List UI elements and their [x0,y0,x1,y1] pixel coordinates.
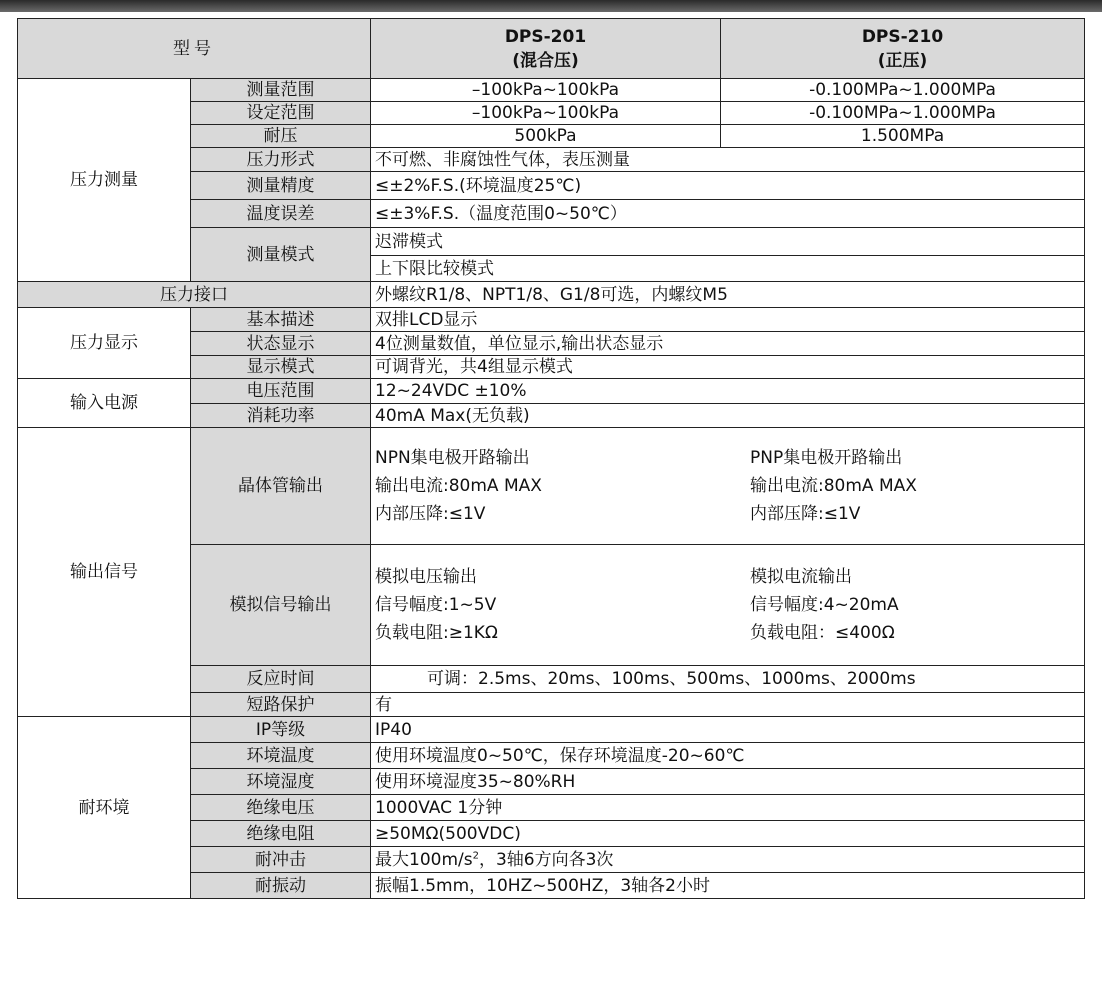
row-label-analog: 模拟信号输出 [191,545,371,666]
table-row [18,428,1085,545]
top-divider-bar [0,0,1102,12]
mode-value-1: 迟滞模式 [371,228,1085,256]
humidity-value: 使用环境湿度35~80%RH [371,769,1085,795]
row-label-range: 测量范围 [191,79,371,102]
transistor-right-line: 输出电流:80mA MAX [750,476,917,496]
table-row [18,717,1085,743]
consumption-value: 40mA Max(无负载) [371,404,1085,428]
display-mode-value: 可调背光，共4组显示模式 [371,356,1085,379]
category-pressure: 压力测量 [18,79,191,282]
category-power: 输入电源 [18,379,191,428]
temp-value: 使用环境温度0~50℃，保存环境温度-20~60℃ [371,743,1085,769]
table-row [18,79,1085,102]
row-label-status: 状态显示 [191,332,371,356]
analog-left-line: 信号幅度:1~5V [375,595,497,615]
status-value: 4位测量数值，单位显示,输出状态显示 [371,332,1085,356]
row-label-consumption: 消耗功率 [191,404,371,428]
row-label-form: 压力形式 [191,148,371,172]
row-label-port: 压力接口 [18,282,371,308]
row-label-insulation-voltage: 绝缘电压 [191,795,371,821]
range-col1: –100kPa~100kPa [371,79,721,102]
ip-value: IP40 [371,717,1085,743]
insulation-resistance-value: ≥50MΩ(500VDC) [371,821,1085,847]
row-label-humidity: 环境湿度 [191,769,371,795]
category-environment: 耐环境 [18,717,191,899]
set-col1: –100kPa~100kPa [371,102,721,125]
shock-value [371,847,1085,873]
model-col2-name: DPS-210 [861,26,944,47]
row-label-vibration: 耐振动 [191,873,371,899]
voltage-value: 12~24VDC ±10% [371,379,1085,404]
row-label-temp-error: 温度误差 [191,200,371,228]
model-col2-header [721,19,1085,79]
basic-value: 双排LCD显示 [371,308,1085,332]
row-label-temp: 环境温度 [191,743,371,769]
transistor-right-line: 内部压降:≤1V [750,504,861,524]
spec-table [17,18,1085,899]
set-col2: -0.100MPa~1.000MPa [721,102,1085,125]
model-col1-name: DPS-201 [504,26,587,47]
analog-left-line: 负载电阻:≥1KΩ [375,623,498,643]
transistor-value [371,428,1085,545]
row-label-insulation-resistance: 绝缘电阻 [191,821,371,847]
analog-value [371,545,1085,666]
mode-value-2: 上下限比较模式 [371,256,1085,282]
row-label-ip: IP等级 [191,717,371,743]
row-label-transistor: 晶体管输出 [191,428,371,545]
row-label-display-mode: 显示模式 [191,356,371,379]
model-col1-type: (混合压) [512,50,579,71]
row-label-basic: 基本描述 [191,308,371,332]
header-row [18,19,1085,79]
row-label-mode: 测量模式 [191,228,371,282]
table-row [18,308,1085,332]
row-label-short: 短路保护 [191,693,371,717]
analog-right-line: 信号幅度:4~20mA [750,595,899,615]
analog-right-line: 负载电阻：≤400Ω [750,623,895,643]
row-label-withstand: 耐压 [191,125,371,148]
short-value: 有 [371,693,1085,717]
table-row [18,379,1085,404]
shock-value-post: ，3轴6方向各3次 [478,849,614,870]
row-label-set: 设定范围 [191,102,371,125]
table-row [18,282,1085,308]
transistor-left-line: NPN集电极开路输出 [375,448,530,468]
category-output: 输出信号 [18,428,191,717]
transistor-right-line: PNP集电极开路输出 [750,448,903,468]
category-display: 压力显示 [18,308,191,379]
row-label-voltage: 电压范围 [191,379,371,404]
insulation-voltage-value: 1000VAC 1分钟 [371,795,1085,821]
analog-left-line: 模拟电压输出 [375,567,477,587]
row-label-response: 反应时间 [191,666,371,693]
transistor-left-line: 输出电流:80mA MAX [375,476,542,496]
port-value: 外螺纹R1/8、NPT1/8、G1/8可选，内螺纹M5 [371,282,1085,308]
model-col1-header [371,19,721,79]
model-col2-type: (正压) [877,50,928,71]
shock-value-sup: 2 [472,849,479,861]
accuracy-value: ≤±2%F.S.(环境温度25℃) [371,172,1085,200]
withstand-col2: 1.500MPa [721,125,1085,148]
withstand-col1: 500kPa [371,125,721,148]
vibration-value: 振幅1.5mm，10HZ~500HZ，3轴各2小时 [371,873,1085,899]
temp-error-value: ≤±3%F.S.（温度范围0~50℃） [371,200,1085,228]
row-label-shock: 耐冲击 [191,847,371,873]
shock-value-pre: 最大100m/s [375,849,473,870]
row-label-accuracy: 测量精度 [191,172,371,200]
model-label: 型号 [18,19,371,79]
response-value: 可调：2.5ms、20ms、100ms、500ms、1000ms、2000ms [371,666,1085,693]
form-value: 不可燃、非腐蚀性气体，表压测量 [371,148,1085,172]
range-col2: -0.100MPa~1.000MPa [721,79,1085,102]
analog-right-line: 模拟电流输出 [750,567,852,587]
transistor-left-line: 内部压降:≤1V [375,504,486,524]
